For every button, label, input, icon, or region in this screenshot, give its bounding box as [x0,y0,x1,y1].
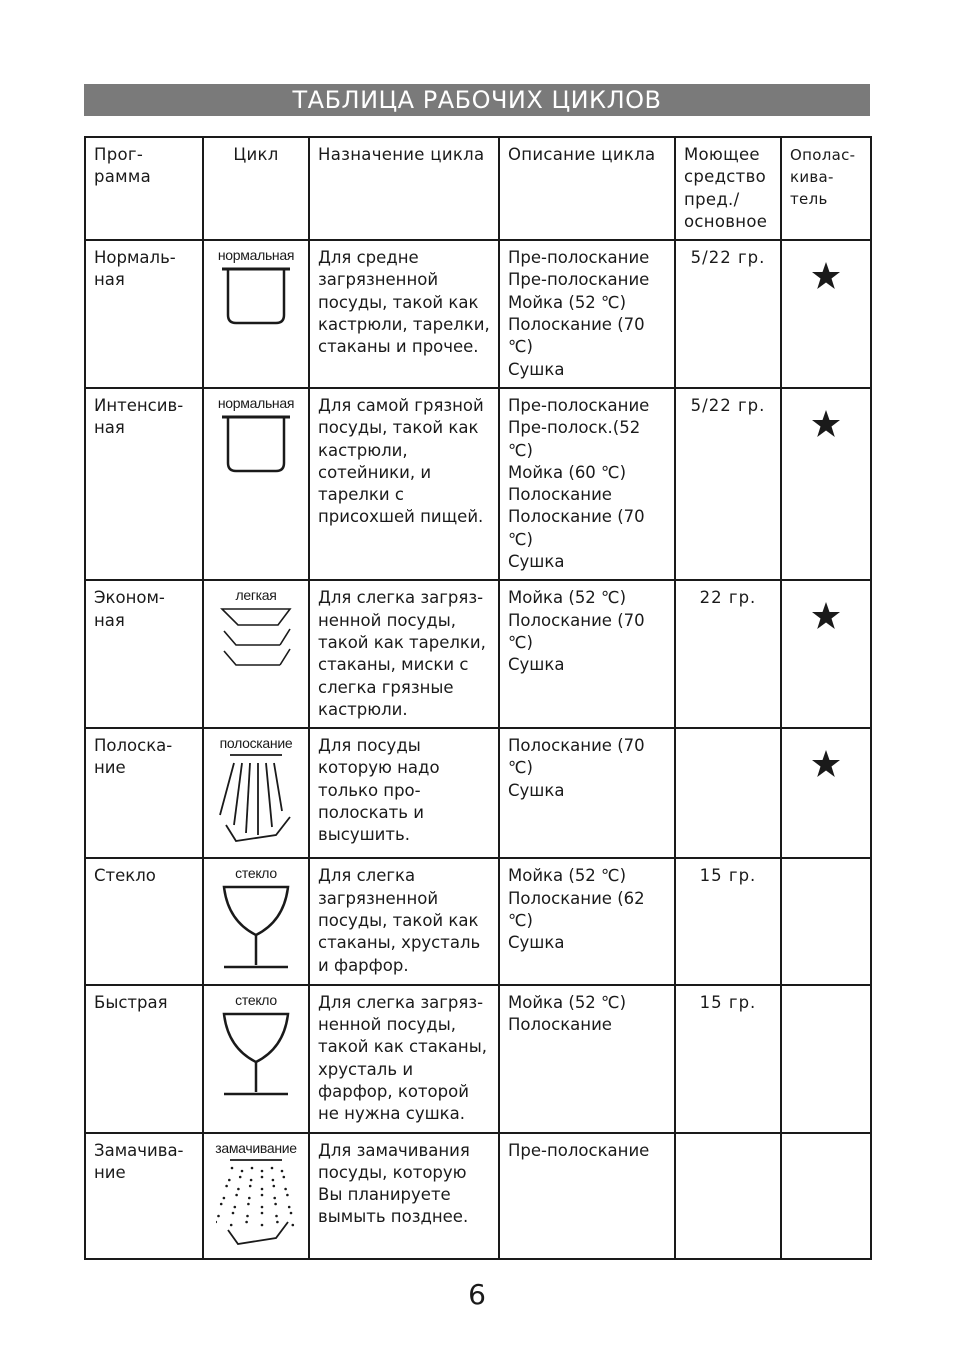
description-cell [499,1133,675,1259]
table-header [85,137,871,240]
description-line: Мойка (60 ℃) [508,462,627,482]
detergent-cell: 15 гр. [675,858,781,984]
purpose-cell: Для слегка загряз-ненной посуды, такой как тарелки, стаканы, миски с слегка грязные кастрюли. [309,580,499,728]
description-line: Сушка [508,933,565,953]
wine-glass-icon [206,1010,306,1104]
cycle-label: стекло [235,991,277,1008]
description-line: Полоскание [508,485,612,505]
header-purpose: Назначение цикла [309,137,499,240]
page-number: 6 [468,1278,486,1311]
table-row [85,240,871,388]
cycle-label: замачивание [215,1139,297,1156]
description-line: Пре-полоскание [508,270,650,290]
cycle-cell [203,388,309,580]
rinse-aid-cell [781,728,871,858]
header-rinse-aid: Ополас- кива- тель [781,137,871,240]
star-icon [811,601,841,631]
table-row [85,388,871,580]
cycle-cell [203,858,309,984]
detergent-cell: 22 гр. [675,580,781,728]
header-detergent: Моющее средство пред./ основное [675,137,781,240]
page-title: ТАБЛИЦА РАБОЧИХ ЦИКЛОВ [84,84,870,116]
header-description: Описание цикла [499,137,675,240]
detergent-cell: 15 гр. [675,985,781,1133]
description-line: Мойка (52 ℃) [508,292,627,312]
description-cell [499,985,675,1133]
detergent-cell: 5/22 гр. [675,388,781,580]
program-cell: Нормаль- ная [85,240,203,388]
description-line: ℃) [508,758,533,778]
cycle-cell [203,240,309,388]
star-icon [811,409,841,439]
description-line: Сушка [508,552,565,572]
description-line: Мойка (52 ℃) [508,588,627,608]
purpose-cell: Для замачивания посуды, которую Вы планируете вымыть позднее. [309,1133,499,1259]
cycle-label: стекло [235,865,277,882]
rinse-spray-icon [206,753,306,851]
program-cell: Эконом- ная [85,580,203,728]
detergent-cell [675,1133,781,1259]
header-program: Прог- рамма [85,137,203,240]
description-cell [499,728,675,858]
description-line: Полоскание (70 [508,610,645,630]
description-line: Полоскание [508,1015,612,1035]
description-line: Полоскание (62 [508,888,645,908]
cycle-label: легкая [235,587,277,604]
purpose-cell: Для посуды которую надо только про-полоскать и высушить. [309,728,499,858]
table-row [85,858,871,984]
description-line: Пре-полоскание [508,248,650,268]
description-line: Сушка [508,655,565,675]
detergent-cell [675,728,781,858]
description-line: Полоскание (70 [508,507,645,527]
cycles-table [84,136,872,1260]
description-line: Сушка [508,780,565,800]
purpose-cell: Для средне загрязненной посуды, такой как кастрюли, тарелки, стаканы и прочее. [309,240,499,388]
soak-spray-icon [206,1158,306,1252]
table-row [85,728,871,858]
purpose-cell: Для слегка загряз-ненной посуды, такой как стаканы, хрусталь и фарфор, которой не нужна сушка. [309,985,499,1133]
description-line: Мойка (52 ℃) [508,992,627,1012]
cycle-label: нормальная [217,394,295,411]
pot-icon [206,413,306,481]
purpose-cell: Для слегка загрязненной посуды, такой как стаканы, хрусталь и фарфор. [309,858,499,984]
description-cell [499,858,675,984]
purpose-cell: Для самой грязной посуды, такой как кастрюли, сотейники, и тарелки с присохшей пищей. [309,388,499,580]
pot-icon [206,265,306,333]
rinse-aid-cell [781,580,871,728]
cycle-label: нормальная [217,247,295,264]
description-line: ℃) [508,529,533,549]
rinse-aid-cell [781,240,871,388]
description-line: Полоскание (70 [508,315,645,335]
program-cell: Интенсив- ная [85,388,203,580]
table-row [85,985,871,1133]
cycle-label: полоскание [219,735,293,752]
description-cell [499,580,675,728]
description-line: Пре-полоск.(52 [508,418,641,438]
program-cell: Замачива- ние [85,1133,203,1259]
table-row [85,580,871,728]
rinse-aid-cell [781,1133,871,1259]
rinse-aid-cell [781,985,871,1133]
header-cycle: Цикл [203,137,309,240]
header-row [85,137,871,240]
description-line: Полоскание (70 [508,736,645,756]
program-cell: Полоска- ние [85,728,203,858]
description-line: ℃) [508,440,533,460]
cycle-cell [203,580,309,728]
program-cell: Быстрая [85,985,203,1133]
plates-icon [206,605,306,677]
table-row [85,1133,871,1259]
description-line: ℃) [508,911,533,931]
wine-glass-icon [206,883,306,977]
star-icon [811,749,841,779]
rinse-aid-cell [781,858,871,984]
rinse-aid-cell [781,388,871,580]
description-cell [499,388,675,580]
detergent-cell: 5/22 гр. [675,240,781,388]
table-body [85,240,871,1259]
description-line: ℃) [508,632,533,652]
description-line: Сушка [508,359,565,379]
cycle-cell [203,1133,309,1259]
description-line: ℃) [508,337,533,357]
star-icon [811,261,841,291]
description-line: Мойка (52 ℃) [508,866,627,886]
cycle-cell [203,728,309,858]
description-line: Пре-полоскание [508,1140,650,1160]
description-cell [499,240,675,388]
description-line: Пре-полоскание [508,395,650,415]
cycle-cell [203,985,309,1133]
program-cell: Стекло [85,858,203,984]
